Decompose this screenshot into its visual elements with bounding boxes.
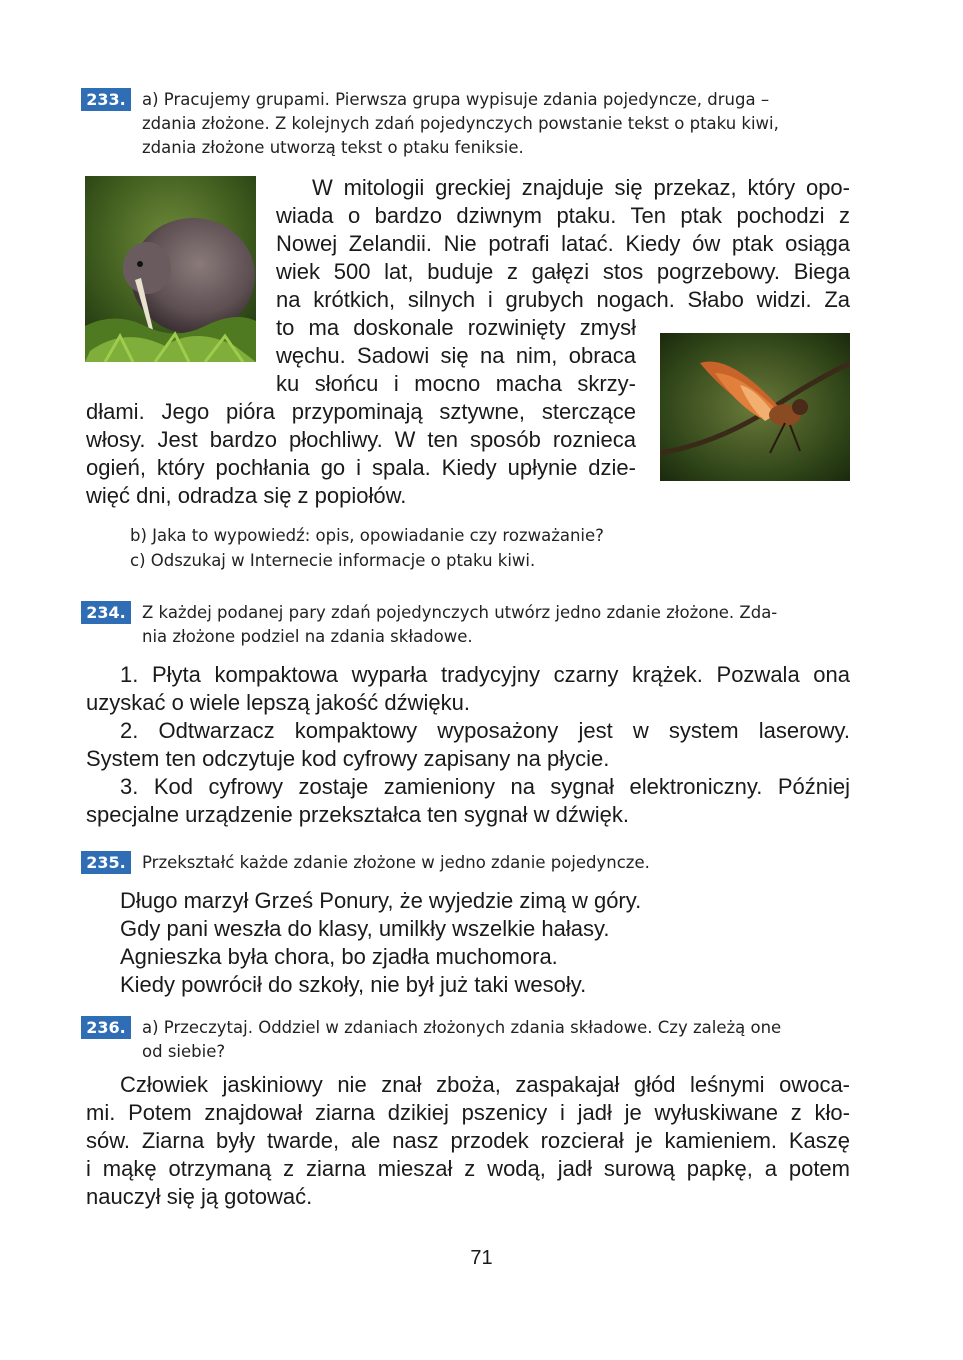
kiwi-bird-photo	[85, 176, 256, 362]
text-line: Nowej Zelandii. Nie potrafi latać. Kiedy ów ptak osiąga	[276, 231, 850, 256]
text-line: Długo marzył Grześ Ponury, że wyjedzie zimą w góry.	[120, 888, 642, 913]
text-line: Gdy pani weszła do klasy, umilkły wszelkie hałasy.	[120, 916, 610, 941]
instruction-line: zdania złożone. Z kolejnych zdań pojedynczych powstanie tekst o ptaku kiwi,	[142, 114, 779, 133]
text-line: ku słońcu i mocno macha skrzy-	[276, 371, 636, 396]
page-number: 71	[470, 1247, 493, 1269]
text-line: więć dni, odradza się z popiołów.	[86, 483, 407, 508]
text-line: na krótkich, silnych i grubych nogach. Słabo widzi. Za	[276, 287, 850, 312]
instruction-line: a) Przeczytaj. Oddziel w zdaniach złożonych zdania składowe. Czy zależą one	[142, 1018, 782, 1037]
text-line: to ma doskonale rozwinięty zmysł	[276, 315, 636, 340]
text-line: Kiedy powrócił do szkoły, nie był już taki wesoły.	[120, 972, 587, 997]
text-line: Człowiek jaskiniowy nie znał zboża, zaspakajał głód leśnymi owoca-	[120, 1072, 850, 1097]
text-line: specjalne urządzenie przekształca ten sygnał w dźwięk.	[86, 802, 629, 827]
text-line: ogień, który pochłania go i spala. Kiedy upłynie dzie-	[86, 455, 636, 480]
exercise-233-sub-b: b) Jaka to wypowiedź: opis, opowiadanie czy rozważanie?	[130, 526, 604, 545]
text-line: i mąkę otrzymaną z ziarna mieszał z wodą, jadł surową papkę, a potem	[86, 1156, 850, 1181]
exercise-236-instruction	[142, 1016, 852, 1064]
text-line: Agnieszka była chora, bo zjadła muchomora.	[120, 944, 558, 969]
instruction-line: nia złożone podziel na zdania składowe.	[142, 627, 473, 646]
text-line: włosy. Jest bardzo płochliwy. W ten sposób roznieca	[86, 427, 636, 452]
exercise-236-number: 236.	[81, 1016, 131, 1039]
text-line: 2. Odtwarzacz kompaktowy wyposażony jest w system laserowy.	[120, 718, 850, 743]
exercise-233-sub-c: c) Odszukaj w Internecie informacje o ptaku kiwi.	[130, 551, 536, 570]
text-line: wiada o bardzo dziwnym ptaku. Ten ptak pochodzi z	[276, 203, 850, 228]
instruction-line: Z każdej podanej pary zdań pojedynczych utwórz jedno zdanie złożone. Zda-	[142, 603, 778, 622]
exercise-233-instruction	[142, 88, 852, 160]
exercise-235-instruction: Przekształć każde zdanie złożone w jedno zdanie pojedyncze.	[142, 853, 650, 872]
text-line: W mitologii greckiej znajduje się przekaz, który opo-	[312, 175, 850, 200]
text-line: 1. Płyta kompaktowa wyparła tradycyjny czarny krążek. Pozwala ona	[120, 662, 850, 687]
text-line: nauczył się ją gotować.	[86, 1184, 313, 1209]
instruction-line: zdania złożone utworzą tekst o ptaku feniksie.	[142, 138, 524, 157]
text-line: uzyskać o wiele lepszą jakość dźwięku.	[86, 690, 470, 715]
fantail-bird-photo	[660, 333, 850, 481]
text-line: sów. Ziarna były twarde, ale nasz przodek rozcierał je kamieniem. Kaszę	[86, 1128, 850, 1153]
text-line: dłami. Jego pióra przypominają sztywne, sterczące	[86, 399, 636, 424]
instruction-line: a) Pracujemy grupami. Pierwsza grupa wypisuje zdania pojedyncze, druga –	[142, 90, 770, 109]
exercise-234-number: 234.	[81, 601, 131, 624]
exercise-235-number: 235.	[81, 851, 131, 874]
text-line: System ten odczytuje kod cyfrowy zapisany na płycie.	[86, 746, 610, 771]
text-line: węchu. Sadowi się na nim, obraca	[276, 343, 636, 368]
text-line: wiek 500 lat, buduje z gałęzi stos pogrzebowy. Biega	[276, 259, 850, 284]
text-line: mi. Potem znajdował ziarna dzikiej pszenicy i jadł je wyłuskiwane z kło-	[86, 1100, 850, 1125]
instruction-line: od siebie?	[142, 1042, 226, 1061]
exercise-233-number: 233.	[81, 88, 131, 111]
text-line: 3. Kod cyfrowy zostaje zamieniony na sygnał elektroniczny. Później	[120, 774, 850, 799]
exercise-234-instruction	[142, 601, 852, 649]
